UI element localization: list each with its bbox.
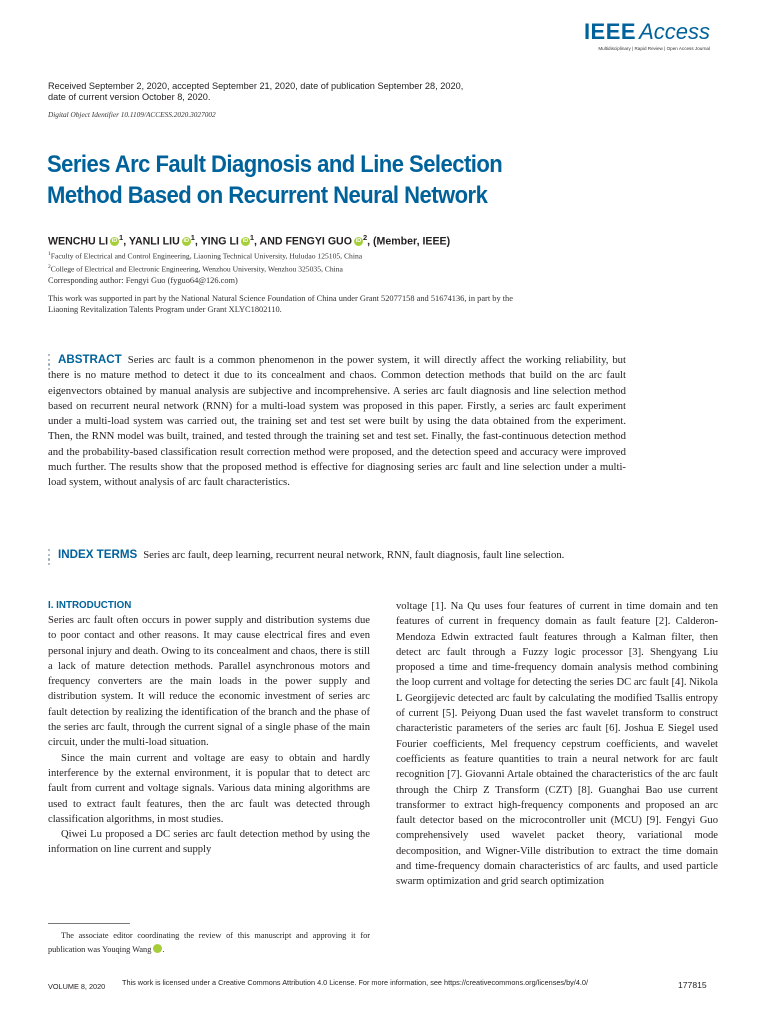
- volume-label: VOLUME 8, 2020: [48, 982, 106, 991]
- journal-tagline: Multidisciplinary | Rapid Review | Open Access Journal: [598, 46, 710, 51]
- author-list: WENCHU LI iD $^1$, YANLI LIU iD $^1$, YING LI iD $^1$, AND FENGYI GUO iD $^2$, (Member, IEEE): [48, 233, 451, 248]
- body-paragraph: Series arc fault often occurs in power supply and distribution systems due to poor contact and other reasons. It may cause electrical fires and even personal injury and death. Owing to its concealment and chaos, there is still a lack of mature detection methods. Parallel asynchronous motors and frequency converters are the main loads in the power supply and distribution system. It will reduce the economic investment of series arc fault detection by realizing the identification of the branch and the phase of the series arc fault, through the current signal of a single phase of the main circuit, under the multi-load situation.: [48, 615, 370, 749]
- right-column: [396, 599, 718, 890]
- author-name: FENGYI GUO: [285, 235, 352, 248]
- funding-statement: This work was supported in part by the National Natural Science Foundation of China under Grant 52077158 and 51674136, in part by the Liaoning Revitalization Talents Program under Grant XLYC1802110.: [48, 294, 513, 314]
- orcid-icon[interactable]: iD: [111, 237, 118, 244]
- abstract: [48, 352, 626, 491]
- left-column: [48, 598, 370, 858]
- orcid-icon[interactable]: iD: [242, 237, 249, 244]
- author-name: WENCHU LI: [48, 235, 109, 248]
- index-terms: [48, 547, 626, 563]
- author-name: YANLI LIU: [128, 235, 180, 248]
- license-notice[interactable]: This work is licensed under a Creative Commons Attribution 4.0 License. For more information, see https://creativecommons.org/licenses/by/4.0/: [122, 978, 588, 987]
- affiliation-item: $^1$Faculty of Electrical and Control Engineering, Liaoning Technical University, Huludao 125105, China: [48, 251, 363, 261]
- orcid-icon[interactable]: iD: [183, 237, 190, 244]
- author-name: YING LI: [200, 235, 239, 248]
- editor-footnote: The associate editor coordinating the review of this manuscript and approving it for publication was Youqing Wang iD.: [48, 931, 370, 954]
- index-terms-text: Series arc fault, deep learning, recurrent neural network, RNN, fault diagnosis, fault line selection.: [143, 549, 565, 561]
- body-paragraph: voltage [1]. Na Qu uses four features of current in time domain and ten features of current in frequency domain as fault feature [2]. Calderon-Mendoza Edwin extracted fault features through a Kalman filter, then detect arc fault through a Fuzzy logic processor [3]. Shengyang Liu proposed a time and time-frequency domain analysis method combining the loop current and voltage for detecting the series DC arc fault [4]. Nikola L Georgijevic detected arc fault by calculating the modified Tsallis entropy of current [5]. Peiyong Duan used the fast wavelet transform to construct characteristic parameters of the series arc fault [6]. Joshua E Siegel used Fourier coefficients, Mel frequency cepstrum coefficients, and wavelet coefficients as feature quantities to train a neural network for arc fault recognition [7]. Giovanni Artale obtained the characteristics of the arc fault through the Chirp Z Transform (CZT) [8]. Guanghai Bao use current transformer to extract high-frequency components and proposed an arc fault detector based on the microcontroller unit (MCU) [9]. Fengyi Guo comprehensively used wavelet packet theory, variational mode decomposition, and Wigner-Ville distribution to extract the time domain and time-frequency domain characteristics of arc faults, and used particle swarm optimization and grid search optimization: [396, 601, 718, 888]
- orcid-icon[interactable]: iD: [153, 944, 162, 953]
- publication-history: Received September 2, 2020, accepted September 21, 2020, date of publication September 28, 2020, date of current version October 8, 2020.: [48, 81, 464, 102]
- doi-line: Digital Object Identifier 10.1109/ACCESS.2020.3027002: [48, 110, 216, 119]
- affiliation-item: $^2$College of Electrical and Electronic Engineering, Wenzhou University, Wenzhou 325035, China: [48, 263, 343, 274]
- section-heading-introduction: I. INTRODUCTION: [48, 600, 132, 611]
- footnote-divider: [48, 923, 130, 924]
- paper-title: Series Arc Fault Diagnosis and Line Selection Method Based on Recurrent Neural Network: [47, 151, 503, 209]
- corresponding-author: Corresponding author: Fengyi Guo (fyguo64@126.com): [48, 276, 238, 285]
- affiliations: [48, 249, 362, 274]
- page-number: 177815: [678, 980, 707, 990]
- abstract-text: Series arc fault is a common phenomenon in the power system, it will directly affect the working reliability, but there is no mature method to detect it due to its concealment and chaos. Common detection methods that build on the arc fault eigenvectors obtained by manual analysis are subjective and incomprehensive. A series arc fault diagnosis and line selection method based on recurrent neural network (RNN) for a multi-load system was proposed in this paper. Firstly, a series arc fault experiment under a multi-load system was carried out, the training set and test set were built by using the data obtained from the experiment. Then, the RNN model was built, trained, and tested through the training set and test set. Finally, the fast-continuous detection method and the probability-based classification result correction method were proposed, and the detection speed and accuracy were improved much further. The results show that the proposed method is effective for diagnosing series arc fault and line selection under a multi-load system, without analysis of arc fault characteristics.: [48, 354, 626, 489]
- index-terms-label: INDEX TERMS: [58, 548, 138, 561]
- journal-masthead: [584, 20, 710, 51]
- abstract-label: ABSTRACT: [58, 353, 122, 366]
- orcid-icon[interactable]: iD: [355, 237, 362, 244]
- body-paragraph: Since the main current and voltage are easy to obtain and hardly interference by the external environment, it is popular that to detect arc fault from current and voltage signals. Various data mining algorithms are used to extract fault features, then the arc fault was detected through classification algorithms, in most studies.: [48, 752, 370, 825]
- body-paragraph: Qiwei Lu proposed a DC series arc fault detection method by using the information on line current and supply: [48, 829, 370, 856]
- ieee-access-logo: IEEE Access: [583, 19, 710, 44]
